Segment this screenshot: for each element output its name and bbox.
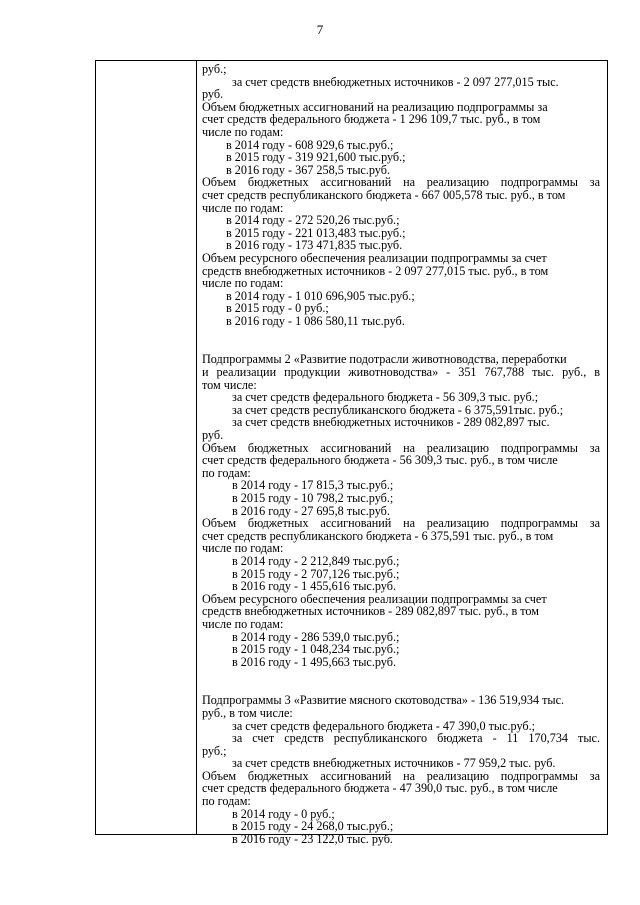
text-line: и реализации продукции животноводства» - 351 767,788 тыс. руб., в — [202, 365, 600, 380]
text-line: в 2015 году - 221 013,483 тыс.руб.; — [226, 225, 406, 240]
text-line: в 2016 году - 367 258,5 тыс.руб. — [226, 162, 390, 177]
text-line: в 2015 году - 1 048,234 тыс.руб.; — [232, 642, 400, 657]
text-line: в 2015 году - 319 921,600 тыс.руб.; — [226, 150, 406, 165]
text-line: счет средств федерального бюджета - 1 296 109,7 тыс. руб., в том — [202, 112, 541, 127]
text-line: счет средств федерального бюджета - 47 390,0 тыс. руб., в том числе — [202, 781, 558, 796]
text-line: руб., в том числе: — [202, 705, 293, 720]
text-line: в 2014 году - 17 815,3 тыс.руб.; — [232, 478, 394, 493]
text-line: Объем ресурсного обеспечения реализации подпрограммы за счет — [202, 591, 547, 606]
text-line: в 2016 году - 27 695,8 тыс.руб. — [232, 503, 390, 518]
text-line: Подпрограммы 2 «Развитие подотрасли животноводства, переработки — [202, 352, 567, 367]
text-line: в 2016 году - 1 455,616 тыс.руб. — [232, 579, 396, 594]
text-line: в 2015 году - 0 руб.; — [226, 301, 329, 316]
text-line: числе по годам: — [202, 541, 284, 556]
text-line: в 2016 году - 23 122,0 тыс. руб. — [232, 831, 393, 846]
text-line: за счет средств внебюджетных источников - 289 082,897 тыс. — [232, 415, 550, 430]
text-line: числе по годам: — [202, 616, 284, 631]
text-line: руб. — [202, 87, 224, 102]
text-line: в 2015 году - 10 798,2 тыс.руб.; — [232, 491, 394, 505]
text-line: числе по годам: — [202, 200, 284, 215]
text-line: Объем бюджетных ассигнований на реализацию подпрограммы за — [202, 768, 600, 783]
text-line: за счет средств внебюджетных источников - 77 959,2 тыс. руб. — [232, 756, 556, 771]
text-line: в 2014 году - 286 539,0 тыс.руб.; — [232, 629, 400, 644]
text-line: средств внебюджетных источников - 289 082,897 тыс. руб., в том — [202, 604, 540, 619]
text-line: средств внебюджетных источников - 2 097 277,015 тыс. руб., в том — [202, 263, 549, 278]
text-line: за счет средств федерального бюджета - 56 309,3 тыс. руб.; — [232, 390, 539, 405]
text-line: в 2016 году - 1 086 580,11 тыс.руб. — [226, 313, 405, 328]
text-line: за счет средств республиканского бюджета - 6 375,591тыс. руб.; — [232, 402, 564, 417]
text-line: в 2016 году - 1 495,663 тыс.руб. — [232, 654, 396, 669]
text-line: за счет средств федерального бюджета - 47 390,0 тыс.руб.; — [232, 718, 536, 733]
text-line: руб.; — [202, 743, 227, 758]
text-line: Объем ресурсного обеспечения реализации подпрограммы за счет — [202, 250, 547, 265]
text-line: в 2014 году - 2 212,849 тыс.руб.; — [232, 553, 400, 568]
text-line: Объем бюджетных ассигнований на реализацию подпрограммы за — [202, 99, 548, 114]
table-left-cell — [96, 61, 197, 834]
text-line: Подпрограммы 3 «Развитие мясного скотоводства» - 136 519,934 тыс. — [202, 693, 565, 708]
text-line: счет средств федерального бюджета - 56 309,3 тыс. руб., в том числе — [202, 453, 558, 468]
text-line: в 2016 году - 173 471,835 тыс.руб. — [226, 238, 403, 253]
text-line: Объем бюджетных ассигнований на реализацию подпрограммы за — [202, 516, 600, 531]
text-line: по годам: — [202, 465, 251, 480]
text-line: руб.; — [202, 62, 227, 76]
text-line: в 2014 году - 272 520,26 тыс.руб.; — [226, 213, 400, 228]
text-line: счет средств республиканского бюджета - 667 005,578 тыс. руб., в том — [202, 187, 566, 202]
text-line: руб. — [202, 428, 224, 443]
text-line: в 2014 году - 1 010 696,905 тыс.руб.; — [226, 288, 415, 303]
text-line: числе по годам: — [202, 124, 284, 139]
table-frame — [95, 60, 608, 846]
text-line: Объем бюджетных ассигнований на реализацию подпрограммы за — [202, 440, 600, 455]
text-line: числе по годам: — [202, 276, 284, 291]
text-line: по годам: — [202, 794, 251, 809]
text-line: в 2014 году - 0 руб.; — [232, 806, 335, 821]
text-line: в 2015 году - 2 707,126 тыс.руб.; — [232, 566, 400, 581]
text-line: за счет средств республиканского бюджета - 11 170,734 тыс. — [232, 731, 600, 746]
text-line: в 2015 году - 24 268,0 тыс.руб.; — [232, 819, 394, 834]
text-line: за счет средств внебюджетных источников - 2 097 277,015 тыс. — [232, 74, 559, 89]
page-number: 7 — [316, 22, 324, 37]
blank-line — [202, 668, 600, 681]
text-line: том числе: — [202, 377, 257, 392]
text-line: Объем бюджетных ассигнований на реализацию подпрограммы за — [202, 175, 600, 190]
text-line: счет средств республиканского бюджета - 6 375,591 тыс. руб., в том — [202, 528, 554, 543]
text-line: в 2014 году - 608 929,6 тыс.руб.; — [226, 137, 394, 152]
table-right-cell — [202, 63, 600, 845]
blank-line — [202, 327, 600, 340]
